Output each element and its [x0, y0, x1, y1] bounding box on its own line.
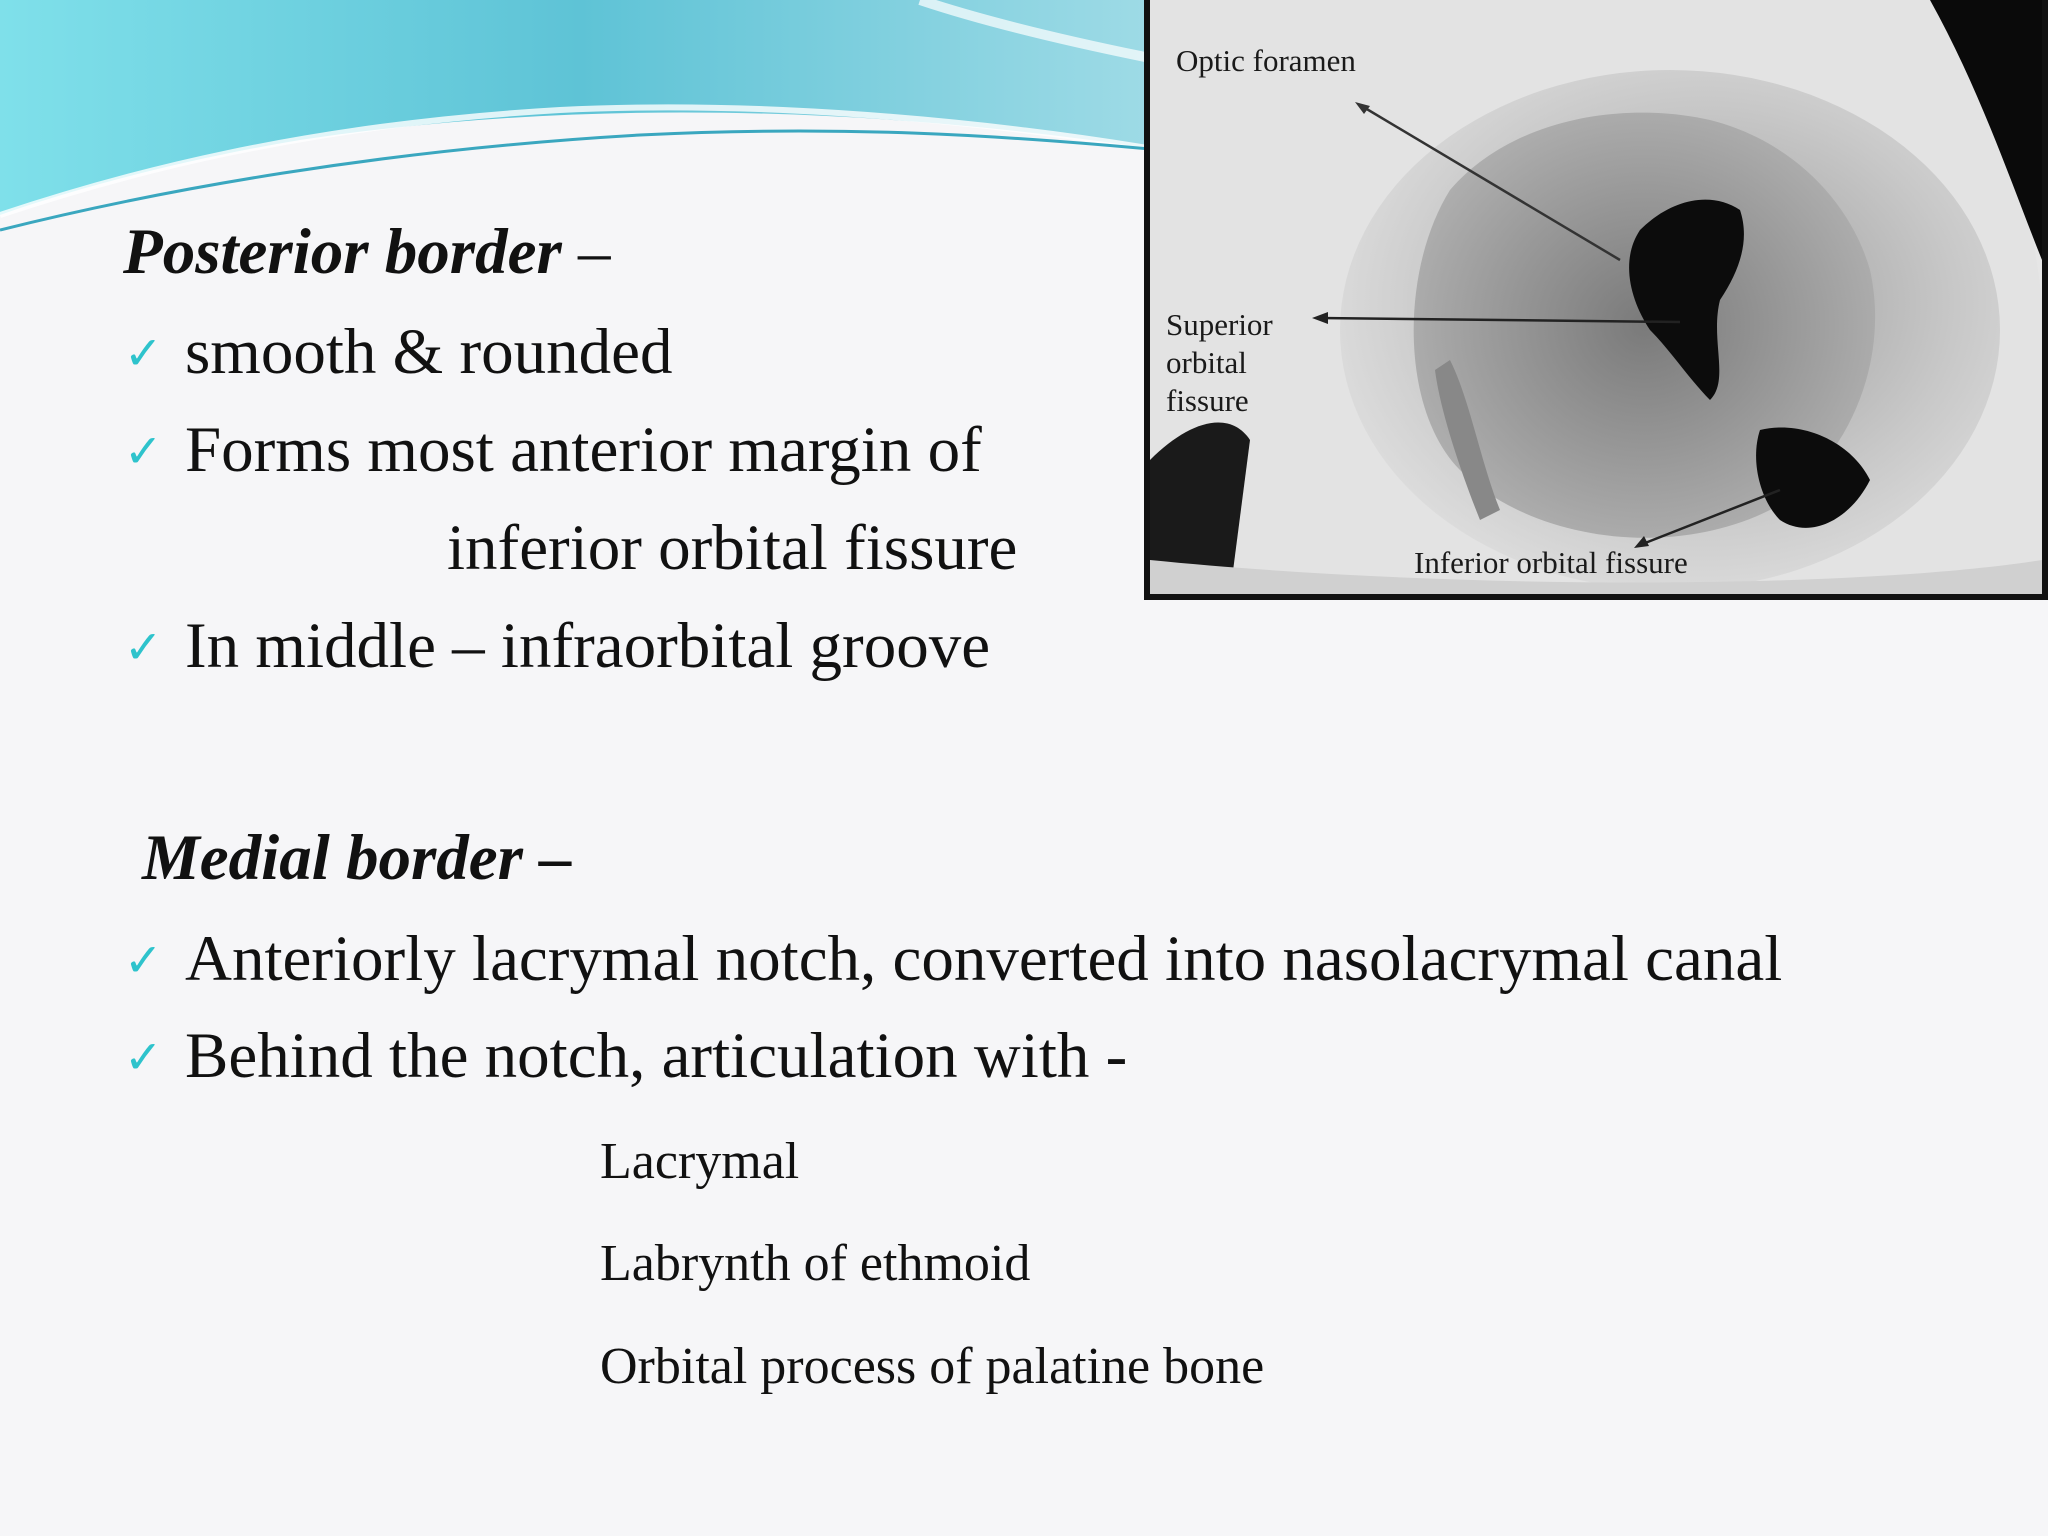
- superior-orbital-fissure-label-3: fissure: [1166, 383, 1249, 418]
- posterior-bullet-2: Forms most anterior margin of: [185, 414, 982, 486]
- check-mark-icon: ✓: [124, 424, 163, 478]
- check-mark-icon: ✓: [124, 933, 163, 987]
- articulation-item: Orbital process of palatine bone: [600, 1338, 1265, 1395]
- check-mark-icon: ✓: [124, 620, 163, 674]
- superior-orbital-fissure-label-2: orbital: [1166, 345, 1247, 380]
- optic-foramen-label: Optic foramen: [1176, 43, 1356, 78]
- posterior-bullet-2-continuation: inferior orbital fissure: [447, 512, 1018, 584]
- posterior-heading-dash: –: [561, 216, 611, 288]
- medial-bullet-1: Anteriorly lacrymal notch, converted into nasolacrymal canal: [185, 923, 1783, 995]
- orbit-illustration: [1150, 0, 2042, 594]
- articulation-item: Lacrymal: [600, 1133, 800, 1190]
- inferior-orbital-fissure-label: Inferior orbital fissure: [1414, 545, 1688, 580]
- check-mark-icon: ✓: [124, 326, 163, 380]
- check-mark-icon: ✓: [124, 1030, 163, 1084]
- posterior-bullet-1: smooth & rounded: [185, 316, 673, 388]
- superior-orbital-fissure-label-1: Superior: [1166, 307, 1273, 342]
- posterior-heading-text: Posterior border: [123, 216, 562, 288]
- articulation-item: Labrynth of ethmoid: [600, 1235, 1031, 1292]
- posterior-border-heading: [123, 216, 611, 288]
- medial-border-heading: Medial border –: [142, 822, 572, 894]
- medial-bullet-2: Behind the notch, articulation with -: [185, 1020, 1128, 1092]
- orbit-figure: [1144, 0, 2048, 600]
- posterior-bullet-3: In middle – infraorbital groove: [185, 610, 991, 682]
